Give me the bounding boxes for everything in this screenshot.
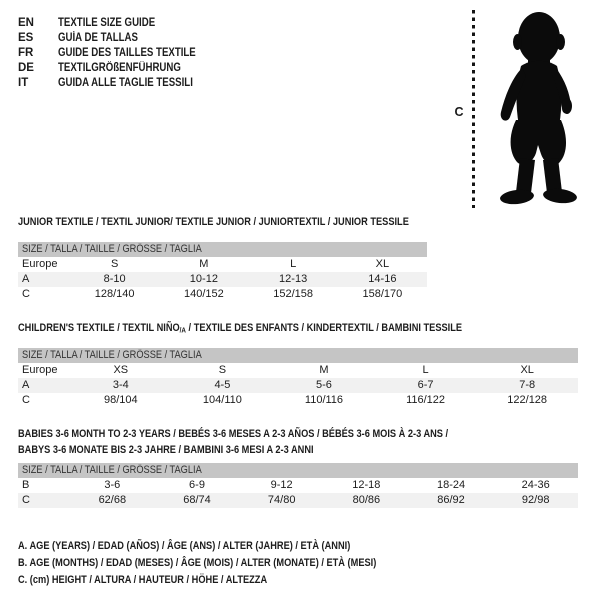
table-cell: 24-36 <box>521 479 550 491</box>
table-row <box>18 363 578 378</box>
language-code: ES <box>18 32 34 44</box>
table-cell: 122/128 <box>507 394 548 406</box>
size-table-header-text: SIZE / TALLA / TAILLE / GRÖSSE / TAGLIA <box>22 464 202 476</box>
row-label: C <box>22 288 30 300</box>
table-cell: 3-4 <box>112 379 129 391</box>
row-label: B <box>22 479 30 491</box>
language-row <box>18 61 222 76</box>
row-label: Europe <box>22 364 58 376</box>
row-label: C <box>22 494 30 506</box>
row-label: A <box>22 379 30 391</box>
section-junior <box>18 214 427 302</box>
table-cell: 6-9 <box>189 479 205 491</box>
size-table-header <box>18 242 427 257</box>
table-cell: M <box>319 364 329 376</box>
table-cell: S <box>110 258 119 270</box>
language-code: IT <box>18 77 29 89</box>
row-label: C <box>22 394 30 406</box>
language-row <box>18 31 222 46</box>
language-row <box>18 76 222 91</box>
table-cell: 7-8 <box>519 379 536 391</box>
footnote <box>18 538 445 555</box>
table-row <box>18 478 578 493</box>
size-table-header <box>18 463 578 478</box>
table-cell: M <box>199 258 209 270</box>
section-title-text <box>18 214 409 230</box>
language-code: FR <box>18 47 34 59</box>
section-title-text <box>18 426 448 442</box>
title-text: BABIES 3-6 MONTH TO 2-3 YEARS / BEBÉS 3-6 MESES A 2-3 AÑOS / BÉBÉS 3-6 MOIS À 2-3 ANS / <box>18 428 449 440</box>
table-cell: 62/68 <box>98 494 127 506</box>
table-cell: 110/116 <box>304 394 344 406</box>
language-label: GUÍA DE TALLAS <box>58 32 138 44</box>
section-title <box>18 426 578 458</box>
table-cell: 12-18 <box>352 479 381 491</box>
table-cell: 98/104 <box>103 394 138 406</box>
title-subscript: /A <box>179 325 186 335</box>
table-cell: S <box>218 364 227 376</box>
language-label: TEXTILGRÖßENFÜHRUNG <box>58 62 181 74</box>
size-table <box>18 463 578 508</box>
footnotes <box>18 538 445 589</box>
table-cell: 10-12 <box>189 273 218 285</box>
table-cell: 128/140 <box>94 288 135 300</box>
footnote-text: B. AGE (MONTHS) / EDAD (MESES) / ÂGE (MOIS) / ALTER (MONATE) / ETÀ (MESI) <box>18 557 377 569</box>
table-cell: 14-16 <box>368 273 397 285</box>
section-title-line <box>18 214 427 230</box>
language-row <box>18 16 222 31</box>
table-cell: 116/122 <box>406 394 446 406</box>
table-cell: 86/92 <box>437 494 465 506</box>
table-cell: L <box>290 258 297 270</box>
language-row <box>18 46 222 61</box>
section-title-text <box>18 442 314 458</box>
table-cell: 18-24 <box>436 479 466 491</box>
language-list <box>18 16 222 91</box>
section-title-line <box>18 426 578 442</box>
title-text: BABYS 3-6 MONATE BIS 2-3 JAHRE / BAMBINI 3-6 MESI A 2-3 ANNI <box>18 444 314 456</box>
section-title-line <box>18 442 578 458</box>
table-cell: XL <box>375 258 390 270</box>
language-label: GUIDE DES TAILLES TEXTILE <box>58 47 196 59</box>
table-cell: 9-12 <box>270 479 293 491</box>
table-cell: 158/170 <box>362 288 403 300</box>
footnote-text: A. AGE (YEARS) / EDAD (AÑOS) / ÂGE (ANS) / ALTER (JAHRE) / ETÀ (ANNI) <box>18 540 351 552</box>
size-table-header <box>18 348 578 363</box>
section-children <box>18 320 578 408</box>
language-code: EN <box>18 17 34 29</box>
table-cell: 4-5 <box>214 379 231 391</box>
table-cell: XL <box>520 364 534 376</box>
table-cell: 5-6 <box>316 379 332 391</box>
language-label: TEXTILE SIZE GUIDE <box>58 17 156 29</box>
section-title-text <box>18 320 462 339</box>
footnote <box>18 572 445 589</box>
language-label: GUIDA ALLE TAGLIE TESSILI <box>58 77 193 89</box>
table-cell: 3-6 <box>104 479 121 491</box>
footnote <box>18 555 445 572</box>
baby-silhouette-icon <box>480 8 596 206</box>
table-cell: 6-7 <box>417 379 434 391</box>
table-cell: 92/98 <box>521 494 550 506</box>
table-cell: 152/158 <box>273 288 313 300</box>
table-row <box>18 393 578 408</box>
section-title-line <box>18 320 578 336</box>
table-cell: 80/86 <box>352 494 381 506</box>
table-cell: 74/80 <box>267 494 296 506</box>
row-label: Europe <box>22 258 58 270</box>
table-row <box>18 493 578 508</box>
title-text: / TEXTILE DES ENFANTS / KINDERTEXTIL / BAMBINI TESSILE <box>185 322 463 334</box>
table-cell: 8-10 <box>103 273 126 285</box>
size-table-header-text: SIZE / TALLA / TAILLE / GRÖSSE / TAGLIA <box>22 349 202 361</box>
baby-height-figure <box>450 8 600 210</box>
table-row <box>18 272 427 287</box>
footnote-text: C. (cm) HEIGHT / ALTURA / HAUTEUR / HÖHE / ALTEZZA <box>18 574 268 586</box>
table-cell: 12-13 <box>279 273 308 285</box>
table-row <box>18 287 427 302</box>
section-title <box>18 214 427 230</box>
table-cell: 140/152 <box>183 288 224 300</box>
height-measure-label: C <box>454 105 464 119</box>
row-label: A <box>22 273 30 285</box>
language-code: DE <box>18 62 34 74</box>
table-cell: L <box>422 364 429 376</box>
section-title <box>18 320 578 336</box>
size-table-header-text: SIZE / TALLA / TAILLE / GRÖSSE / TAGLIA <box>22 243 202 255</box>
table-cell: 68/74 <box>183 494 211 506</box>
size-table <box>18 242 427 302</box>
section-babies <box>18 426 578 508</box>
table-row <box>18 378 578 393</box>
title-text: CHILDREN'S TEXTILE / TEXTIL NIÑO <box>18 322 180 334</box>
table-row <box>18 257 427 272</box>
title-text: JUNIOR TEXTILE / TEXTIL JUNIOR/ TEXTILE JUNIOR / JUNIORTEXTIL / JUNIOR TESSILE <box>18 216 409 228</box>
table-cell: 104/110 <box>202 394 242 406</box>
height-measure-dotted-line <box>472 10 475 208</box>
table-cell: XS <box>113 364 129 376</box>
size-table <box>18 348 578 408</box>
